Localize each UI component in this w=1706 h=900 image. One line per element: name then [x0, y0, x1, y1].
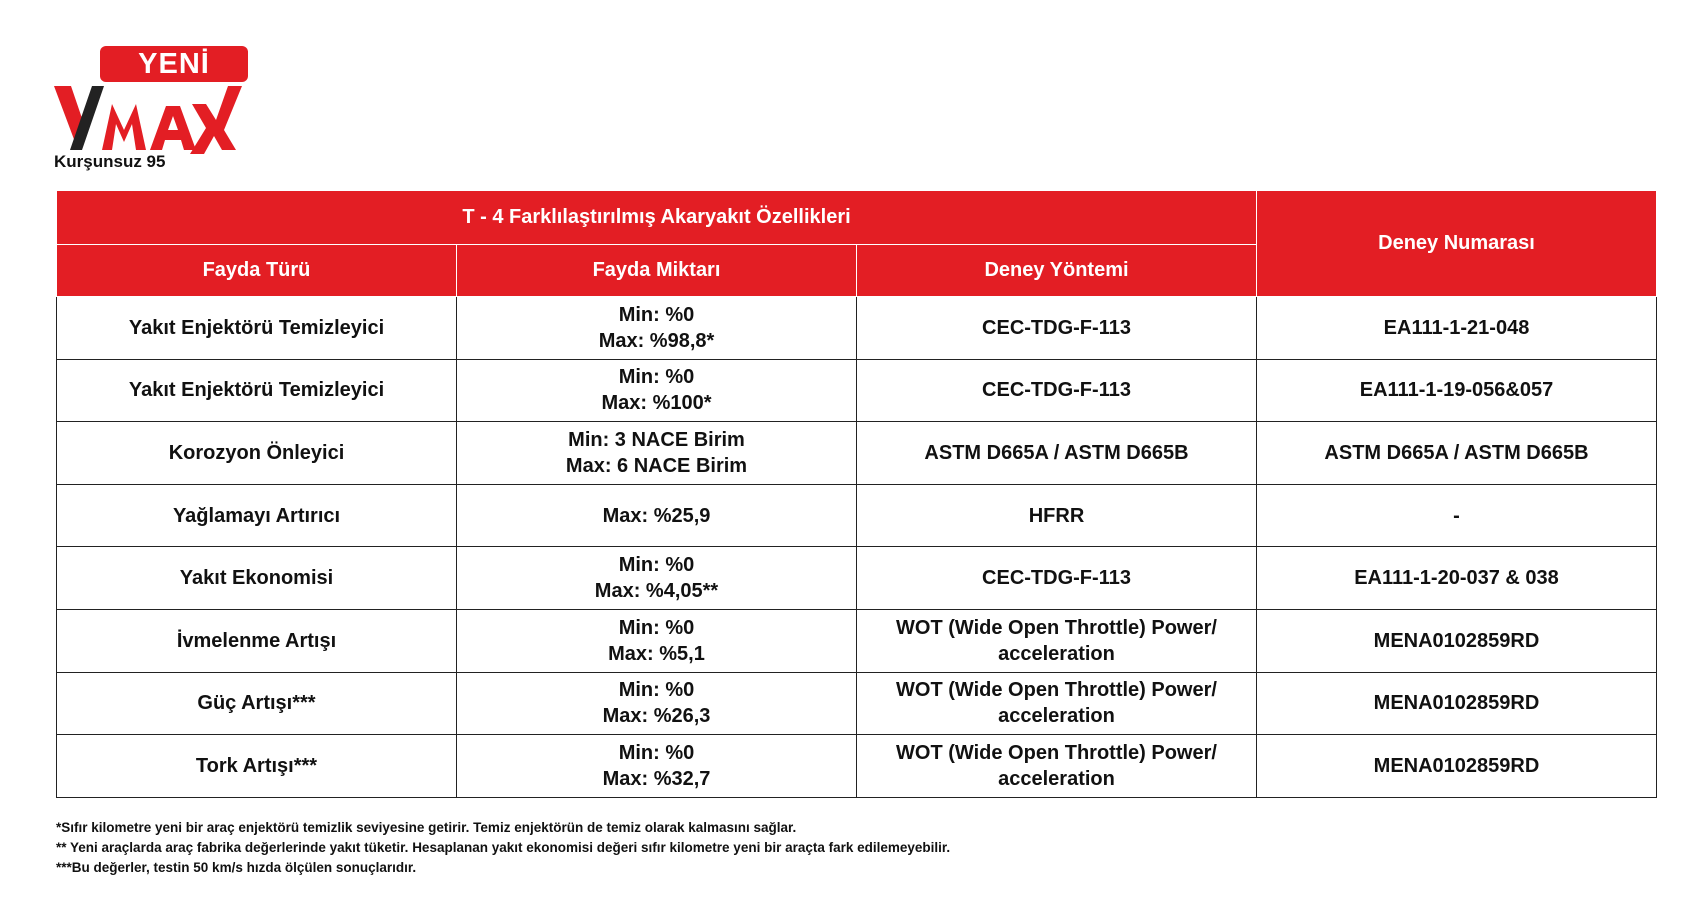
test-method-cell: WOT (Wide Open Throttle) Power/ acceleration	[857, 672, 1257, 735]
table-row	[57, 547, 1657, 610]
table-row	[57, 297, 1657, 360]
footnotes	[56, 818, 1656, 878]
test-number-cell: EA111-1-19-056&057	[1257, 359, 1657, 422]
footnote-speed: ***Bu değerler, testin 50 km/s hızda ölçülen sonuçlarıdır.	[56, 860, 417, 875]
benefit-type-cell: Güç Artışı***	[57, 672, 457, 735]
table-title: T - 4 Farklılaştırılmış Akaryakıt Özellikleri	[57, 191, 1257, 245]
benefit-type-cell: Yakıt Enjektörü Temizleyici	[57, 359, 457, 422]
test-number-cell: MENA0102859RD	[1257, 609, 1657, 672]
header-test-number: Deney Numarası	[1257, 191, 1657, 297]
table-row	[57, 672, 1657, 735]
benefit-amount-cell: Min: %0 Max: %5,1	[457, 609, 857, 672]
test-number-cell: EA111-1-21-048	[1257, 297, 1657, 360]
table-row	[57, 484, 1657, 547]
benefit-type-cell: İvmelenme Artışı	[57, 609, 457, 672]
table-row	[57, 359, 1657, 422]
header-benefit-amount: Fayda Miktarı	[457, 245, 857, 297]
test-method-cell: CEC-TDG-F-113	[857, 297, 1257, 360]
test-method-cell: CEC-TDG-F-113	[857, 547, 1257, 610]
table-row	[57, 735, 1657, 798]
benefit-amount-cell: Min: %0 Max: %98,8*	[457, 297, 857, 360]
test-method-cell: WOT (Wide Open Throttle) Power/ acceleration	[857, 735, 1257, 798]
benefit-amount-cell: Min: 3 NACE Birim Max: 6 NACE Birim	[457, 422, 857, 485]
footnote-injector: *Sıfır kilometre yeni bir araç enjektörü temizlik seviyesine getirir. Temiz enjektörün de temiz olarak kalmasını sağlar.	[56, 820, 797, 835]
footnote-economy: ** Yeni araçlarda araç fabrika değerlerinde yakıt tüketir. Hesaplanan yakıt ekonomisi değeri sıfır kilometre yeni bir araçta fark edilemeyebilir.	[56, 840, 951, 855]
benefit-amount-cell: Min: %0 Max: %32,7	[457, 735, 857, 798]
fuel-spec-table	[56, 190, 1657, 798]
test-method-cell: ASTM D665A / ASTM D665B	[857, 422, 1257, 485]
benefit-type-cell: Yakıt Ekonomisi	[57, 547, 457, 610]
benefit-amount-cell: Min: %0 Max: %100*	[457, 359, 857, 422]
vmax-wordmark-logo	[54, 84, 244, 154]
test-number-cell: MENA0102859RD	[1257, 672, 1657, 735]
test-number-cell: MENA0102859RD	[1257, 735, 1657, 798]
header-test-method: Deney Yöntemi	[857, 245, 1257, 297]
benefit-amount-cell: Min: %0 Max: %26,3	[457, 672, 857, 735]
benefit-amount-cell: Max: %25,9	[457, 484, 857, 547]
header-benefit-type: Fayda Türü	[57, 245, 457, 297]
vmax-logo	[54, 46, 244, 176]
new-badge: YENİ	[100, 46, 248, 82]
benefit-amount-cell: Min: %0 Max: %4,05**	[457, 547, 857, 610]
logo-subtitle: Kurşunsuz 95	[54, 152, 166, 171]
test-method-cell: CEC-TDG-F-113	[857, 359, 1257, 422]
table-row	[57, 609, 1657, 672]
table-row	[57, 422, 1657, 485]
benefit-type-cell: Yakıt Enjektörü Temizleyici	[57, 297, 457, 360]
benefit-type-cell: Tork Artışı***	[57, 735, 457, 798]
benefit-type-cell: Korozyon Önleyici	[57, 422, 457, 485]
test-number-cell: EA111-1-20-037 & 038	[1257, 547, 1657, 610]
benefit-type-cell: Yağlamayı Artırıcı	[57, 484, 457, 547]
test-method-cell: WOT (Wide Open Throttle) Power/ acceleration	[857, 609, 1257, 672]
test-number-cell: ASTM D665A / ASTM D665B	[1257, 422, 1657, 485]
test-method-cell: HFRR	[857, 484, 1257, 547]
test-number-cell: -	[1257, 484, 1657, 547]
